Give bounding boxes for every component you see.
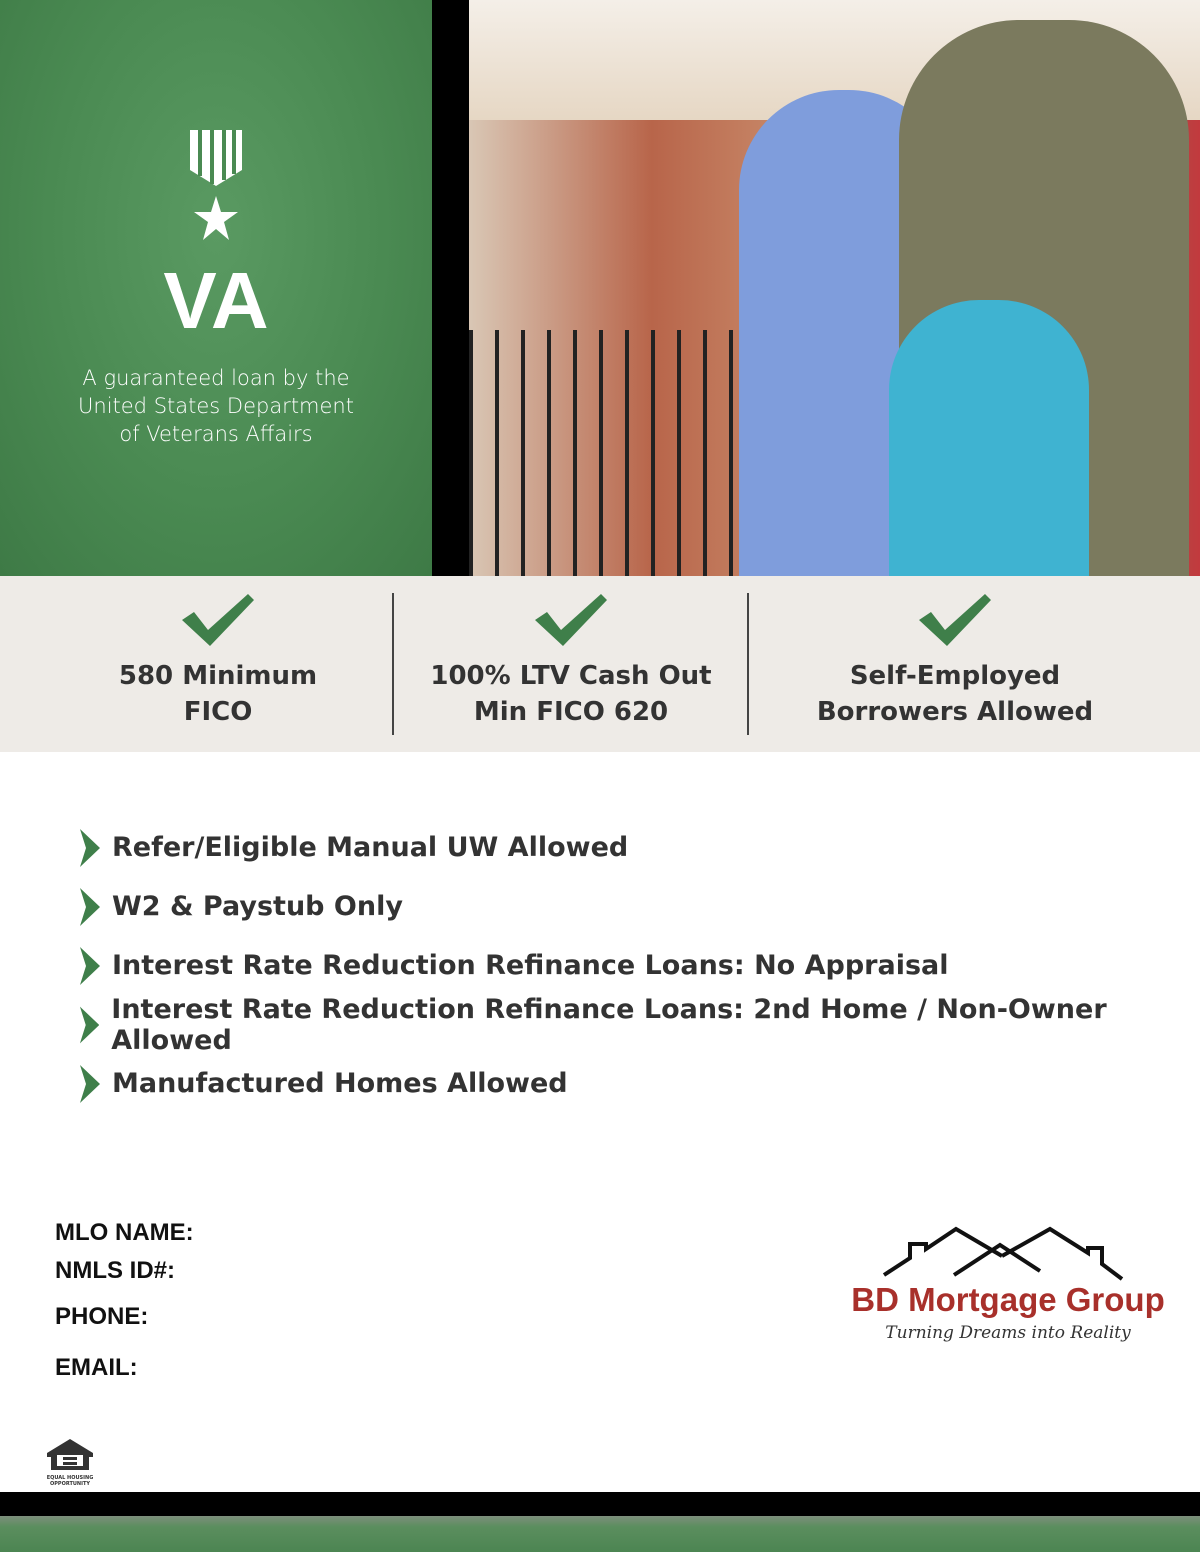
feature-ltv [400,592,742,730]
email-label: EMAIL: [55,1354,138,1381]
tagline-line: A guaranteed loan by the [82,366,350,390]
checkmark-icon [917,592,993,648]
company-logo [838,1225,1178,1343]
features-band [0,576,1200,752]
list-item [78,1054,1200,1113]
divider [392,593,394,735]
chevron-right-icon [78,888,100,926]
bullet-text: Interest Rate Reduction Refinance Loans: No Appraisal [112,950,949,981]
footer-black-bar [0,1492,1200,1516]
bullet-text: W2 & Paystub Only [112,891,403,922]
list-item [78,877,1200,936]
feature-line: FICO [183,697,253,727]
medal-icon [188,130,244,246]
feature-line: Min FICO 620 [473,697,669,727]
feature-line: 100% LTV Cash Out [430,661,712,691]
rooftops-icon [858,1225,1158,1281]
bullet-text: Refer/Eligible Manual UW Allowed [112,832,629,863]
company-slogan: Turning Dreams into Reality [885,1323,1131,1343]
mlo-name-label: MLO NAME: [55,1219,194,1246]
equal-housing-icon [45,1437,95,1471]
list-item [78,995,1200,1054]
bullet-text: Interest Rate Reduction Refinance Loans: 2nd Home / Non-Owner Allowed [111,993,1107,1056]
divider [747,593,749,735]
eho-text: EQUAL HOUSING [46,1475,94,1481]
list-item [78,936,1200,995]
list-item [78,818,1200,877]
bullet-text: Manufactured Homes Allowed [112,1068,568,1099]
feature-line: Self-Employed [849,661,1061,691]
feature-line: 580 Minimum [118,661,318,691]
chevron-right-icon [78,1065,100,1103]
checkmark-icon [533,592,609,648]
checkmark-icon [180,592,256,648]
divider [432,0,469,576]
footer-green-bar [0,1516,1200,1552]
va-tagline [66,364,366,448]
tagline-line: United States Department [78,394,354,418]
chevron-right-icon [78,947,100,985]
bullet-list [78,818,1200,1113]
feature-fico [60,592,376,730]
feature-self-employed [760,592,1150,730]
chevron-right-icon [78,829,100,867]
company-name: BD Mortgage Group [851,1281,1165,1318]
phone-label: PHONE: [55,1303,149,1330]
nmls-label: NMLS ID#: [55,1257,175,1284]
feature-line: Borrowers Allowed [816,697,1094,727]
eho-text: OPPORTUNITY [49,1481,90,1487]
military-family-photo [469,0,1200,576]
va-title: VA [163,256,269,345]
va-panel [0,0,432,576]
tagline-line: of Veterans Affairs [119,422,313,446]
equal-housing-logo [45,1437,95,1487]
chevron-right-icon [78,1006,99,1044]
